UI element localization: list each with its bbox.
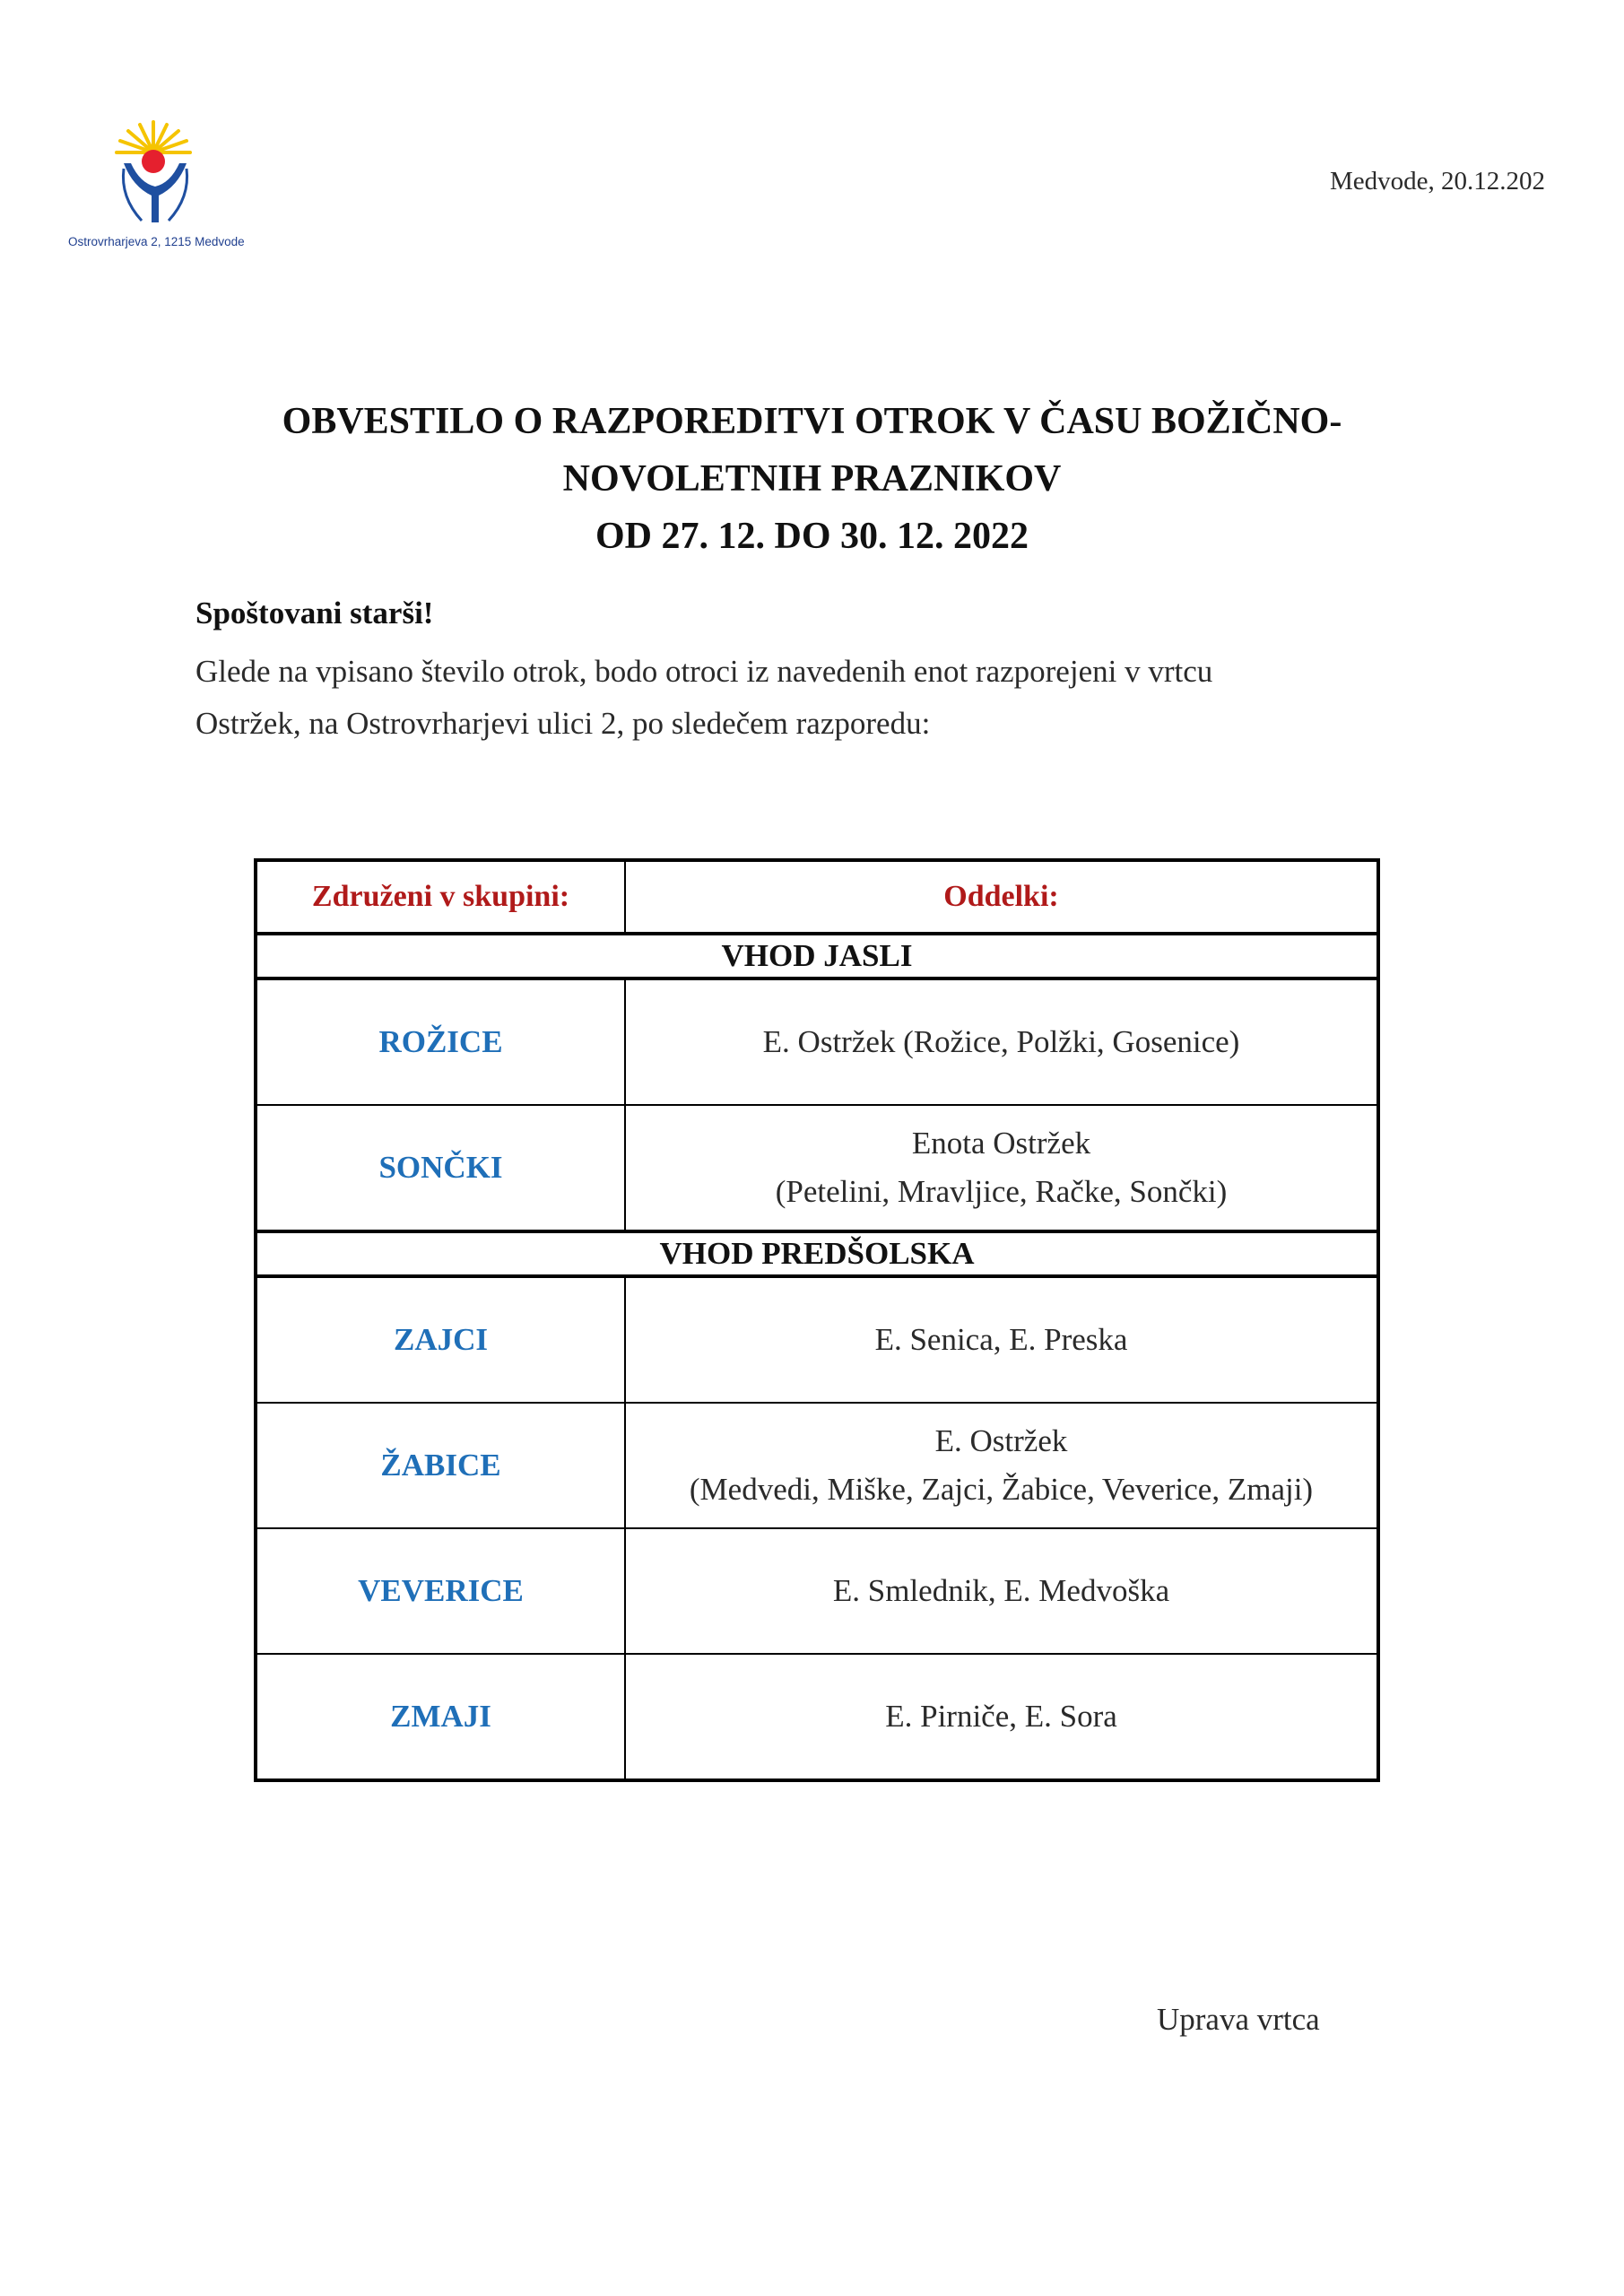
units-line: E. Smlednik, E. Medvoška — [832, 1573, 1170, 1608]
section-row — [256, 934, 1378, 978]
units-cell — [625, 1276, 1378, 1403]
header-group-cell: Združeni v skupini: — [256, 860, 625, 934]
section-label: VHOD PREDŠOLSKA — [256, 1231, 1378, 1276]
units-line: (Medvedi, Miške, Zajci, Žabice, Veverice, Zmaji) — [689, 1472, 1314, 1507]
group-cell: ZMAJI — [256, 1654, 625, 1780]
section-label: VHOD JASLI — [256, 934, 1378, 978]
section-row — [256, 1231, 1378, 1276]
title-line-2: NOVOLETNIH PRAZNIKOV — [562, 458, 1062, 500]
intro-line-2: Ostržek, na Ostrovrharjevi ulici 2, po sledečem razporedu: — [195, 706, 931, 741]
logo-emblem-icon — [68, 117, 265, 233]
group-cell: ROŽICE — [256, 978, 625, 1105]
group-cell: VEVERICE — [256, 1528, 625, 1654]
units-line: E. Pirniče, E. Sora — [885, 1699, 1117, 1734]
units-cell — [625, 1403, 1378, 1528]
units-cell — [625, 1105, 1378, 1231]
title-line-3: OD 27. 12. DO 30. 12. 2022 — [595, 516, 1029, 557]
table-row — [256, 978, 1378, 1105]
group-cell: SONČKI — [256, 1105, 625, 1231]
units-line: Enota Ostržek — [911, 1126, 1091, 1161]
units-line: E. Ostržek — [934, 1423, 1068, 1458]
units-cell — [625, 978, 1378, 1105]
header-units-cell: Oddelki: — [625, 860, 1378, 934]
table-header-row — [256, 860, 1378, 934]
document-date: Medvode, 20.12.202 — [1329, 167, 1545, 196]
document-title — [0, 393, 1624, 565]
table-row — [256, 1654, 1378, 1780]
title-line-1: OBVESTILO O RAZPOREDITVI OTROK V ČASU BOŽIČNO- — [282, 401, 1342, 442]
units-line: (Petelini, Mravljice, Račke, Sončki) — [775, 1174, 1228, 1209]
units-cell — [625, 1654, 1378, 1780]
intro-line-1: Glede na vpisano število otrok, bodo otroci iz navedenih enot razporejeni v vrtcu — [195, 654, 1213, 689]
table-row — [256, 1403, 1378, 1528]
greeting: Spoštovani starši! — [195, 596, 434, 631]
schedule-table — [254, 858, 1380, 1782]
group-cell: ŽABICE — [256, 1403, 625, 1528]
units-line: E. Ostržek (Rožice, Polžki, Gosenice) — [762, 1024, 1240, 1059]
intro-paragraph — [195, 646, 1451, 750]
table-row — [256, 1528, 1378, 1654]
units-cell — [625, 1528, 1378, 1654]
table-row — [256, 1276, 1378, 1403]
kindergarten-logo — [68, 117, 265, 260]
signature: Uprava vrtca — [1157, 2002, 1320, 2037]
table-row — [256, 1105, 1378, 1231]
logo-address: Ostrovrharjeva 2, 1215 Medvode — [68, 235, 245, 248]
units-line: E. Senica, E. Preska — [874, 1322, 1128, 1357]
group-cell: ZAJCI — [256, 1276, 625, 1403]
